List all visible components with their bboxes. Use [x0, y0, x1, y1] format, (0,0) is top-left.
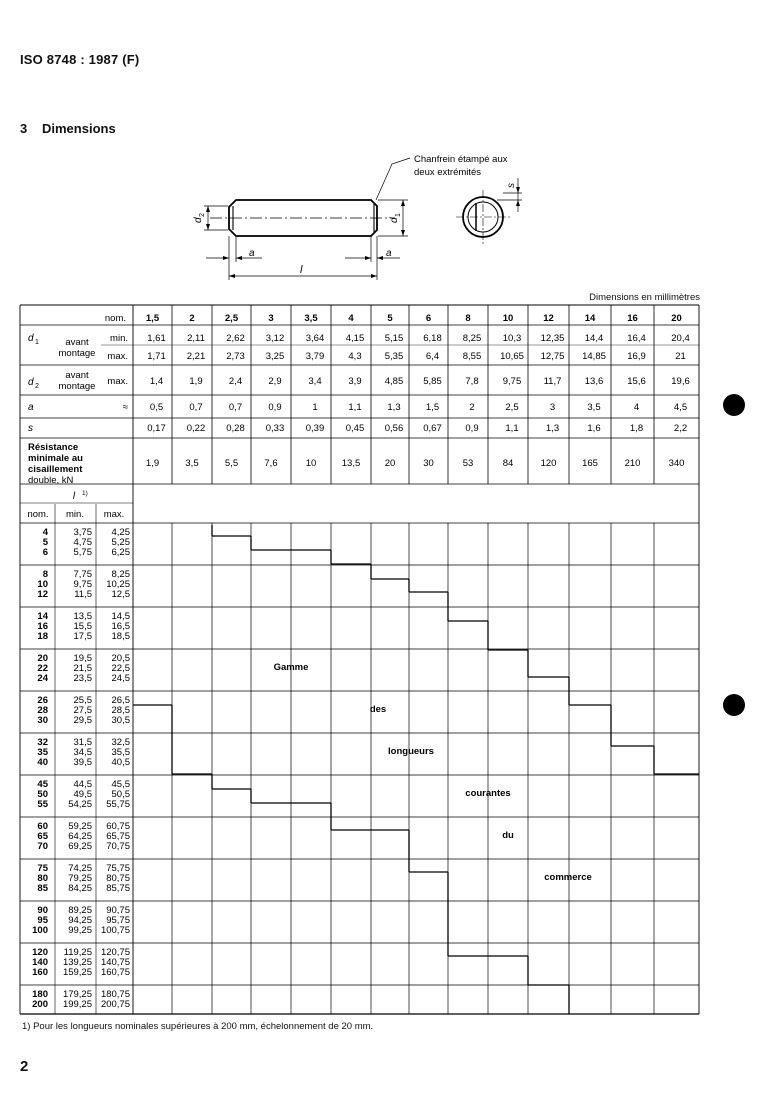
l-min-cell: 21,5 — [73, 663, 92, 674]
d1-max-cell: 3,79 — [305, 351, 325, 362]
d2-max-cell: 9,75 — [502, 376, 522, 387]
l-max-cell: 60,75 — [106, 821, 130, 832]
l-max-cell: 10,25 — [106, 579, 130, 590]
d1-max-cell: 14,85 — [582, 351, 606, 362]
l-max-cell: 22,5 — [111, 663, 130, 674]
s-cell: 0,28 — [226, 423, 245, 434]
d2-label: 2 — [35, 383, 39, 390]
a-cell: 2,5 — [505, 402, 519, 413]
shear-cell: 120 — [540, 458, 557, 469]
shear-cell: 5,5 — [224, 458, 239, 469]
l-max-cell: 200,75 — [100, 999, 130, 1010]
footnote: 1) Pour les longueurs nominales supérieures à 200 mm, échelonnement de 20 mm. — [22, 1021, 374, 1032]
d1-min-cell: 1,61 — [147, 333, 166, 344]
d1-max-cell: 3,25 — [265, 351, 285, 362]
l-max-cell: 140,75 — [100, 957, 130, 968]
l-nom-cell: 6 — [42, 547, 48, 558]
range-word: courantes — [465, 788, 511, 799]
l-max-cell: 12,5 — [111, 589, 130, 600]
d2-max-cell: 1,4 — [149, 376, 164, 387]
s-cell: 2,2 — [673, 423, 688, 434]
d1-min-cell: 4,15 — [345, 333, 365, 344]
d2-max-cell: 15,6 — [627, 376, 646, 387]
d1-min-cell: 2,11 — [187, 333, 205, 344]
l-min-cell: 64,25 — [68, 831, 92, 842]
shear-cell: 30 — [423, 458, 434, 469]
l-min-cell: 79,25 — [68, 873, 92, 884]
l-max-cell: 75,75 — [106, 863, 130, 874]
l-min-cell: 74,25 — [68, 863, 92, 874]
l-min-cell: 69,25 — [68, 841, 92, 852]
l-nom-cell: 70 — [37, 841, 48, 852]
a-cell: 1 — [312, 402, 318, 413]
l-max-cell: 180,75 — [100, 989, 130, 1000]
s-cell: 0,45 — [345, 423, 365, 434]
a-cell: 1,1 — [348, 402, 362, 413]
d1-max-cell: 16,9 — [627, 351, 646, 362]
l-max-cell: 40,5 — [111, 757, 130, 768]
l-min-cell: 119,25 — [63, 947, 92, 958]
d2-max-cell: 4,85 — [384, 376, 404, 387]
s-cell: 1,6 — [587, 423, 601, 434]
section-number: 3 — [20, 121, 28, 136]
l-max-cell: 45,5 — [111, 779, 130, 790]
approx-sign: ≈ — [122, 402, 128, 413]
l-min-cell: 19,5 — [73, 653, 92, 664]
header-size: 5 — [387, 313, 393, 324]
l-min-cell: 49,5 — [73, 789, 92, 800]
shear-label: double, kN — [28, 475, 74, 486]
d1-min-cell: 5,15 — [384, 333, 404, 344]
l-max-cell: 50,5 — [111, 789, 130, 800]
l-min-cell: 3,75 — [73, 527, 92, 538]
l-max-cell: 160,75 — [100, 967, 130, 978]
l-max-cell: 5,25 — [111, 537, 130, 548]
d2-max-cell: 19,6 — [671, 376, 690, 387]
d1-max-cell: 5,35 — [384, 351, 404, 362]
l-nom-cell: 120 — [32, 947, 48, 958]
s-cell: 0,22 — [186, 423, 206, 434]
l-max-cell: 20,5 — [111, 653, 130, 664]
a-cell: 0,7 — [189, 402, 203, 413]
d2-max-cell: 2,9 — [268, 376, 282, 387]
s-cell: 0,67 — [423, 423, 442, 434]
l-nom-cell: 50 — [37, 789, 48, 800]
l-nom-cell: 40 — [37, 757, 48, 768]
header-size: 4 — [348, 313, 354, 324]
d1-max-cell: 1,71 — [147, 351, 166, 362]
d1-max-cell: 21 — [675, 351, 686, 362]
l-min-cell: 7,75 — [73, 569, 92, 580]
l-nom-cell: 4 — [42, 527, 48, 538]
l-max-cell: 18,5 — [111, 631, 130, 642]
d1-max-cell: 6,4 — [425, 351, 440, 362]
d1-max-cell: 12,75 — [540, 351, 565, 362]
l-min-cell: 31,5 — [73, 737, 92, 748]
l-header-max: max. — [103, 509, 125, 520]
shear-cell: 20 — [384, 458, 396, 469]
header-size: 16 — [627, 313, 638, 324]
d1-max-cell: 10,65 — [500, 351, 524, 362]
shear-label: Résistance — [28, 442, 79, 453]
l-min-cell: 17,5 — [73, 631, 92, 642]
page-number: 2 — [20, 1058, 29, 1075]
d2-label: d — [28, 377, 34, 388]
l-nom-cell: 80 — [37, 873, 48, 884]
s-cell: 1,1 — [505, 423, 519, 434]
l-max-cell: 90,75 — [106, 905, 130, 916]
range-word: du — [502, 830, 514, 841]
d1-min-cell: 3,64 — [305, 333, 325, 344]
header-size: 20 — [671, 313, 682, 324]
l-max-cell: 32,5 — [111, 737, 130, 748]
l-nom-cell: 95 — [37, 915, 48, 926]
binder-hole-mark — [723, 694, 745, 716]
l-nom-cell: 180 — [32, 989, 48, 1000]
l-nom-cell: 32 — [37, 737, 48, 748]
binder-hole-mark — [723, 394, 745, 416]
l-min-cell: 99,25 — [68, 925, 92, 936]
l-max-cell: 14,5 — [111, 611, 130, 622]
l-nom-cell: 8 — [42, 569, 48, 580]
l-nom-cell: 90 — [37, 905, 48, 916]
label-a-right: a — [386, 248, 392, 259]
l-min-cell: 84,25 — [68, 883, 92, 894]
a-cell: 0,9 — [268, 402, 282, 413]
l-nom-cell: 160 — [32, 967, 48, 978]
l-nom-cell: 60 — [37, 821, 48, 832]
l-nom-cell: 16 — [37, 621, 48, 632]
shear-cell: 84 — [502, 458, 514, 469]
shear-cell: 10 — [305, 458, 317, 469]
l-nom-cell: 35 — [37, 747, 48, 758]
range-word: longueurs — [388, 746, 434, 757]
l-max-cell: 24,5 — [111, 673, 130, 684]
l-max-cell: 16,5 — [111, 621, 130, 632]
range-word: Gamme — [273, 662, 309, 673]
shear-cell: 210 — [624, 458, 641, 469]
d1-label: d — [28, 333, 34, 344]
shear-cell: 13,5 — [341, 458, 361, 469]
d2-max-cell: 2,4 — [228, 376, 243, 387]
l-max-cell: 4,25 — [111, 527, 130, 538]
d1-min-cell: 20,4 — [671, 333, 690, 344]
s-label: s — [28, 423, 33, 434]
avant-montage: montage — [58, 381, 96, 392]
a-cell: 4,5 — [673, 402, 688, 413]
label-a-left: a — [249, 248, 255, 259]
a-cell: 3,5 — [587, 402, 601, 413]
l-max-cell: 35,5 — [111, 747, 130, 758]
d1-min-cell: 3,12 — [265, 333, 285, 344]
header-size: 10 — [502, 313, 514, 324]
d2-max-cell: 3,4 — [308, 376, 322, 387]
l-min-cell: 27,5 — [73, 705, 92, 716]
l-min-cell: 139,25 — [62, 957, 92, 968]
d1-min-cell: 16,4 — [627, 333, 646, 344]
l-min-cell: 29,5 — [73, 715, 92, 726]
range-word: commerce — [544, 872, 592, 883]
l-min-cell: 13,5 — [73, 611, 92, 622]
header-size: 2,5 — [224, 313, 239, 324]
l-min-cell: 34,5 — [73, 747, 92, 758]
d1-min-cell: 14,4 — [584, 333, 604, 344]
header-size: 12 — [543, 313, 554, 324]
section-title: Dimensions — [42, 121, 116, 136]
label-s: s — [506, 183, 517, 188]
a-cell: 2 — [469, 402, 475, 413]
l-max-cell: 30,5 — [111, 715, 130, 726]
l-min-cell: 89,25 — [68, 905, 92, 916]
units-note: Dimensions en millimètres — [589, 292, 700, 303]
shear-cell: 165 — [582, 458, 598, 469]
l-min-cell: 23,5 — [73, 673, 92, 684]
l-min-cell: 9,75 — [73, 579, 92, 590]
shear-cell: 53 — [462, 458, 474, 469]
shear-cell: 1,9 — [145, 458, 160, 469]
l-min-cell: 4,75 — [73, 537, 92, 548]
s-cell: 0,39 — [305, 423, 325, 434]
header-size: 1,5 — [145, 313, 160, 324]
l-nom-cell: 28 — [37, 705, 48, 716]
s-cell: 0,9 — [465, 423, 479, 434]
l-nom-cell: 12 — [37, 589, 48, 600]
label-d1-sub: 1 — [395, 213, 402, 217]
l-max-cell: 100,75 — [100, 925, 130, 936]
l-nom-cell: 24 — [37, 673, 48, 684]
l-min-cell: 5,75 — [73, 547, 92, 558]
l-max-cell: 70,75 — [106, 841, 130, 852]
d2-max-cell: 1,9 — [189, 376, 203, 387]
l-nom-cell: 20 — [37, 653, 48, 664]
l-min-cell: 54,25 — [68, 799, 92, 810]
l-max-cell: 8,25 — [111, 569, 130, 580]
l-header-nom: nom. — [27, 509, 49, 520]
a-cell: 1,5 — [425, 402, 440, 413]
shear-label: minimale au — [28, 453, 83, 464]
header-size: 2 — [189, 313, 195, 324]
l-nom-cell: 100 — [32, 925, 48, 936]
shear-cell: 340 — [668, 458, 685, 469]
l-min-cell: 159,25 — [62, 967, 92, 978]
header-size: 3 — [268, 313, 274, 324]
l-max-cell: 85,75 — [106, 883, 130, 894]
callout-line-2: deux extrémités — [414, 167, 482, 178]
label-d2: d — [193, 217, 204, 223]
l-nom-cell: 75 — [37, 863, 48, 874]
l-min-cell: 59,25 — [68, 821, 92, 832]
avant-montage: montage — [58, 348, 96, 359]
l-nom-cell: 85 — [37, 883, 48, 894]
d2-max-cell: 5,85 — [423, 376, 442, 387]
d1-max-cell: 8,55 — [462, 351, 482, 362]
l-nom-cell: 45 — [37, 779, 48, 790]
header-size: 3,5 — [304, 313, 318, 324]
a-cell: 0,7 — [228, 402, 243, 413]
l-nom-cell: 22 — [37, 663, 48, 674]
range-word: des — [369, 704, 387, 715]
l-nom-cell: 140 — [32, 957, 48, 968]
s-cell: 1,8 — [629, 423, 644, 434]
l-nom-cell: 14 — [37, 611, 48, 622]
l-max-cell: 80,75 — [106, 873, 130, 884]
d1-max-cell: 4,3 — [348, 351, 362, 362]
l-nom-cell: 65 — [37, 831, 48, 842]
l-min-cell: 44,5 — [73, 779, 92, 790]
l-max-cell: 65,75 — [106, 831, 130, 842]
avant-montage: avant — [65, 337, 89, 348]
l-nom-cell: 200 — [32, 999, 48, 1010]
label-l: l — [300, 264, 303, 276]
l-min-cell: 25,5 — [73, 695, 92, 706]
l-nom-cell: 26 — [37, 695, 48, 706]
l-min-cell: 11,5 — [74, 589, 92, 600]
a-label: a — [28, 402, 34, 413]
document-reference: ISO 8748 : 1987 (F) — [20, 52, 140, 67]
l-footnote-ref: 1) — [82, 490, 88, 497]
l-max-cell: 95,75 — [106, 915, 130, 926]
max-label: max. — [107, 376, 128, 387]
d2-max-cell: 7,8 — [465, 376, 479, 387]
max-label: max. — [107, 351, 128, 362]
l-label: l — [72, 491, 76, 502]
d2-max-cell: 11,7 — [543, 376, 562, 387]
l-nom-cell: 18 — [37, 631, 48, 642]
shear-cell: 3,5 — [185, 458, 199, 469]
callout-line-1: Chanfrein étampé aux — [414, 154, 508, 165]
label-d2-sub: 2 — [199, 213, 206, 217]
d1-min-cell: 8,25 — [462, 333, 482, 344]
d2-max-cell: 13,6 — [584, 376, 604, 387]
l-min-cell: 199,25 — [62, 999, 92, 1010]
header-size: 14 — [584, 313, 596, 324]
header-size: 6 — [425, 313, 432, 324]
d1-min-cell: 6,18 — [423, 333, 442, 344]
label-d1: d — [389, 217, 400, 223]
l-nom-cell: 10 — [37, 579, 48, 590]
l-min-cell: 94,25 — [68, 915, 92, 926]
l-nom-cell: 5 — [42, 537, 48, 548]
l-max-cell: 55,75 — [106, 799, 130, 810]
l-nom-cell: 30 — [37, 715, 48, 726]
a-cell: 0,5 — [149, 402, 164, 413]
avant-montage: avant — [65, 370, 89, 381]
l-nom-cell: 55 — [37, 799, 48, 810]
s-cell: 0,56 — [384, 423, 404, 434]
shear-label: cisaillement — [28, 464, 83, 475]
header-nom: nom. — [104, 313, 126, 324]
header-size: 8 — [465, 313, 471, 324]
a-cell: 1,3 — [387, 402, 401, 413]
l-min-cell: 179,25 — [62, 989, 92, 1000]
d1-label: 1 — [35, 339, 39, 346]
l-min-cell: 39,5 — [73, 757, 92, 768]
l-max-cell: 26,5 — [111, 695, 130, 706]
min-label: min. — [110, 333, 128, 344]
s-cell: 0,33 — [265, 423, 285, 434]
d1-min-cell: 12,35 — [540, 333, 565, 344]
a-cell: 4 — [633, 402, 640, 413]
s-cell: 0,17 — [147, 423, 166, 434]
l-min-cell: 15,5 — [73, 621, 92, 632]
a-cell: 3 — [549, 402, 556, 413]
d1-max-cell: 2,21 — [186, 351, 206, 362]
l-max-cell: 120,75 — [100, 947, 130, 958]
d2-max-cell: 3,9 — [348, 376, 362, 387]
s-cell: 1,3 — [545, 423, 560, 434]
shear-cell: 7,6 — [264, 458, 278, 469]
l-header-min: min. — [66, 509, 84, 520]
d1-min-cell: 2,62 — [226, 333, 245, 344]
l-max-cell: 28,5 — [111, 705, 130, 716]
l-max-cell: 6,25 — [111, 547, 130, 558]
d1-max-cell: 2,73 — [226, 351, 245, 362]
d1-min-cell: 10,3 — [502, 333, 522, 344]
